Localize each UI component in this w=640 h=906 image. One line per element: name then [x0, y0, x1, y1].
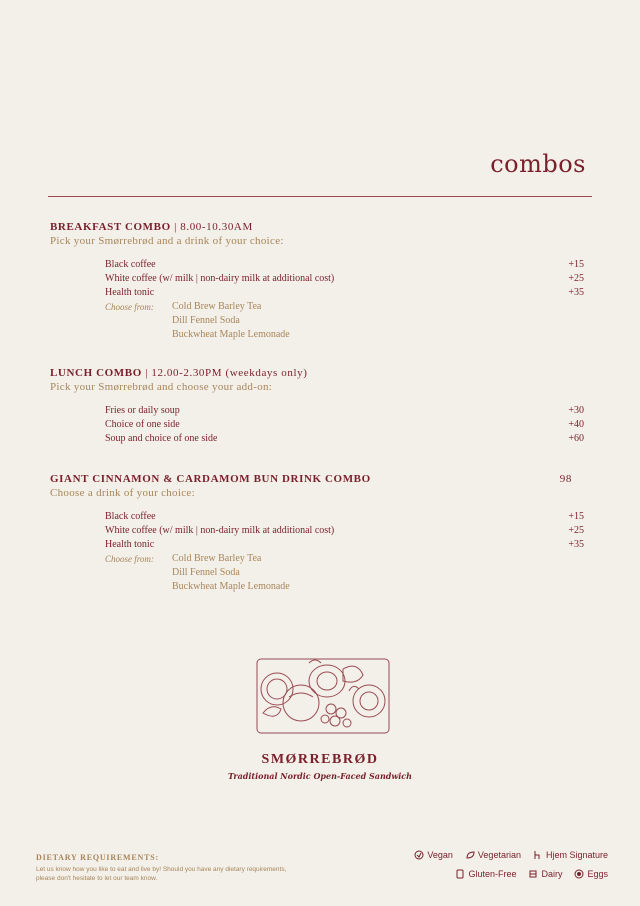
- choose-from-label: Choose from:: [105, 554, 154, 564]
- menu-item-price: +30: [568, 405, 584, 416]
- menu-item-label: Fries or daily soup: [105, 405, 180, 416]
- bun-combo-subtitle: Choose a drink of your choice:: [50, 487, 195, 499]
- menu-item-label: Health tonic: [105, 287, 155, 298]
- menu-item: [105, 524, 584, 538]
- dietary-heading: DIETARY REQUIREMENTS:: [36, 853, 159, 862]
- menu-item-price: +25: [568, 525, 584, 536]
- breakfast-combo-name: BREAKFAST COMBO: [50, 221, 171, 233]
- menu-item: [105, 258, 584, 272]
- breakfast-combo-section: [50, 220, 584, 342]
- dietary-legend: [368, 850, 608, 888]
- page-title: combos: [490, 150, 586, 178]
- signature-icon: [533, 850, 543, 860]
- drink-choice: Cold Brew Barley Tea: [172, 553, 262, 564]
- gluten-free-icon: [455, 869, 465, 879]
- menu-item-label: Black coffee: [105, 511, 156, 522]
- brand-tagline: Traditional Nordic Open-Faced Sandwich: [228, 771, 412, 781]
- breakfast-combo-time: | 8.00-10.30AM: [170, 221, 253, 233]
- menu-item-price: +15: [568, 259, 584, 270]
- lunch-combo-subtitle: Pick your Smørrebrød and choose your add-on:: [50, 381, 273, 393]
- drink-choice-list: [172, 300, 290, 342]
- dietary-line: Let us know how you like to eat and live by! Should you have any dietary requirements,: [36, 866, 287, 873]
- legend-label: Hjem Signature: [545, 850, 608, 860]
- dietary-line: please don't hesitate to let our team know.: [36, 875, 158, 882]
- menu-item-price: +60: [568, 433, 584, 444]
- brand-name: SMØRREBRØD: [261, 752, 379, 767]
- drink-choice: Dill Fennel Soda: [172, 567, 240, 578]
- lunch-combo-time: | 12.00-2.30PM (weekdays only): [141, 367, 308, 379]
- legend-label: Dairy: [541, 869, 563, 879]
- menu-item-price: +25: [568, 273, 584, 284]
- menu-item-price: +35: [568, 287, 584, 298]
- legend-label: Vegetarian: [477, 850, 521, 860]
- menu-item-label: Black coffee: [105, 259, 156, 270]
- legend-signature: [533, 850, 608, 860]
- bun-combo-price: 98: [559, 473, 572, 485]
- drink-choices: [105, 300, 584, 342]
- menu-item-price: +35: [568, 539, 584, 550]
- egg-icon: [574, 869, 584, 879]
- drink-choices: [105, 552, 584, 594]
- menu-item-price: +40: [568, 419, 584, 430]
- lunch-combo-heading: [50, 366, 584, 380]
- legend-vegan: [414, 850, 453, 860]
- legend-vegetarian: [465, 850, 521, 860]
- lunch-combo-items: [50, 404, 584, 446]
- menu-item: [105, 272, 584, 286]
- legend-label: Vegan: [427, 850, 453, 860]
- menu-item: [105, 286, 584, 300]
- bun-combo-items: [50, 510, 584, 594]
- drink-choice: Buckwheat Maple Lemonade: [172, 329, 290, 340]
- menu-item: [105, 432, 584, 446]
- breakfast-combo-subtitle: Pick your Smørrebrød and a drink of your choice:: [50, 235, 284, 247]
- dietary-text: [36, 865, 356, 883]
- lunch-combo-name: LUNCH COMBO: [50, 367, 142, 379]
- menu-item-label: Soup and choice of one side: [105, 433, 218, 444]
- vegetarian-leaf-icon: [465, 850, 475, 860]
- menu-item: [105, 404, 584, 418]
- menu-item-label: White coffee (w/ milk | non-dairy milk at additional cost): [105, 273, 335, 284]
- breakfast-combo-items: [50, 258, 584, 342]
- vegan-icon: [414, 850, 424, 860]
- bun-combo-section: [50, 472, 584, 594]
- menu-item-label: White coffee (w/ milk | non-dairy milk at additional cost): [105, 525, 335, 536]
- legend-label: Eggs: [587, 869, 608, 879]
- drink-choice-list: [172, 552, 290, 594]
- legend-eggs: [574, 869, 608, 879]
- bun-combo-heading: [50, 472, 584, 486]
- drink-choice: Dill Fennel Soda: [172, 315, 240, 326]
- lunch-combo-section: [50, 366, 584, 446]
- dietary-requirements: [36, 853, 356, 883]
- menu-item-label: Choice of one side: [105, 419, 180, 430]
- menu-item-label: Health tonic: [105, 539, 155, 550]
- drink-choice: Cold Brew Barley Tea: [172, 301, 262, 312]
- menu-item: [105, 418, 584, 432]
- choose-from-label: Choose from:: [105, 302, 154, 312]
- breakfast-combo-heading: [50, 220, 584, 234]
- dairy-icon: [528, 869, 538, 879]
- legend-gluten-free: [455, 869, 516, 879]
- menu-item: [105, 538, 584, 552]
- menu-item: [105, 510, 584, 524]
- legend-label: Gluten-Free: [468, 869, 517, 879]
- sandwich-illustration-icon: [249, 651, 397, 739]
- bun-combo-name: GIANT CINNAMON & CARDAMOM BUN DRINK COMBO: [50, 473, 371, 485]
- title-divider: [48, 196, 592, 197]
- menu-item-price: +15: [568, 511, 584, 522]
- legend-dairy: [528, 869, 562, 879]
- drink-choice: Buckwheat Maple Lemonade: [172, 581, 290, 592]
